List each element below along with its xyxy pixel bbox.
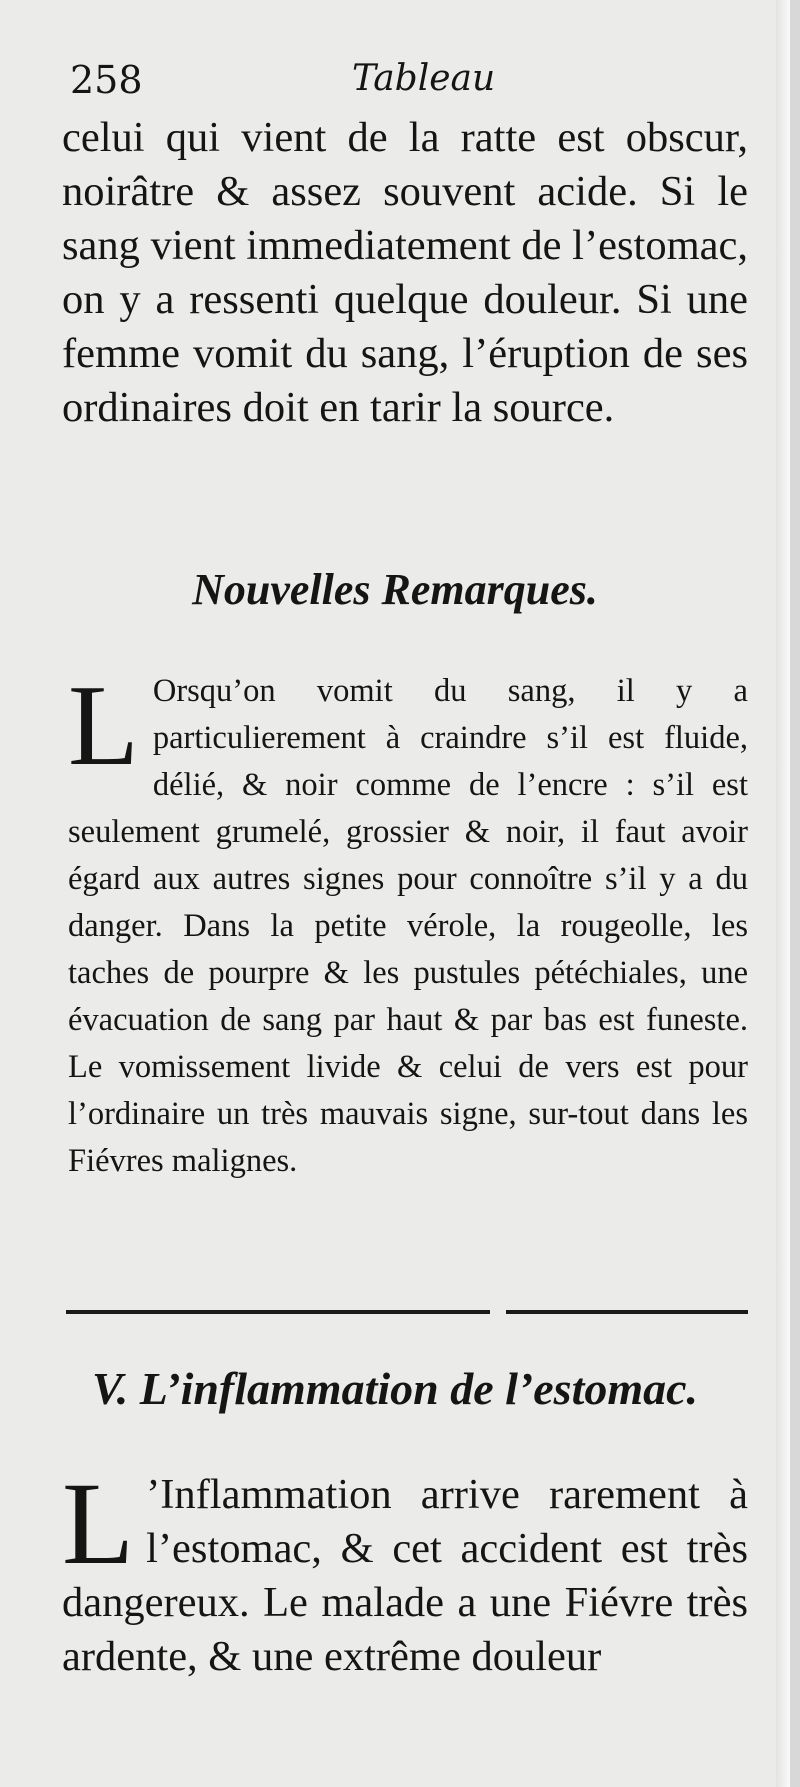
- section-heading-inflammation: V. L’inflammation de l’estomac.: [91, 1363, 699, 1414]
- section-heading-remarques: Nouvelles Remarques.: [192, 565, 598, 614]
- paragraph-inflammation: [62, 1458, 748, 1684]
- page-number: 258: [70, 58, 143, 102]
- paragraph-remarques-text: Orsqu’on vomit du sang, il y a particulierement à craindre s’il est fluide, délié, & noir comme de l’encre : s’il est seulement grumelé, grossier & noir, il faut avoir égard aux autres signes pour connoître s’il y a du danger. Dans la petite vérole, la rougeolle, les taches de pourpre & les pustules pétéchiales, une évacuation de sang par haut & par bas est funeste. Le vomissement livide & celui de vers est pour l’ordinaire un très mauvais signe, sur-tout dans les Fiévres malignes.: [68, 673, 748, 1179]
- section-divider-right: [506, 1310, 748, 1314]
- drop-cap: L: [62, 1458, 135, 1589]
- section-divider-left: [66, 1310, 490, 1314]
- page-edge-shadow: [776, 0, 790, 1787]
- paragraph-continuation: celui qui vient de la ratte est obscur, noirâtre & assez souvent acide. Si le sang vient immediatement de l’estomac, on y a ressenti quelque douleur. Si une femme vomit du sang, l’éruption de ses ordinaires doit en tarir la source.: [62, 114, 748, 431]
- drop-cap: L: [68, 662, 139, 790]
- running-head: Tableau: [352, 58, 496, 99]
- paragraph-remarques: [68, 662, 748, 1185]
- paragraph-inflammation-text: ’Inflammation arrive rarement à l’estomac, & cet accident est très dangereux. Le malade a une Fiévre très ardente, & une extrême douleur: [62, 1471, 748, 1680]
- page-header: [62, 58, 762, 108]
